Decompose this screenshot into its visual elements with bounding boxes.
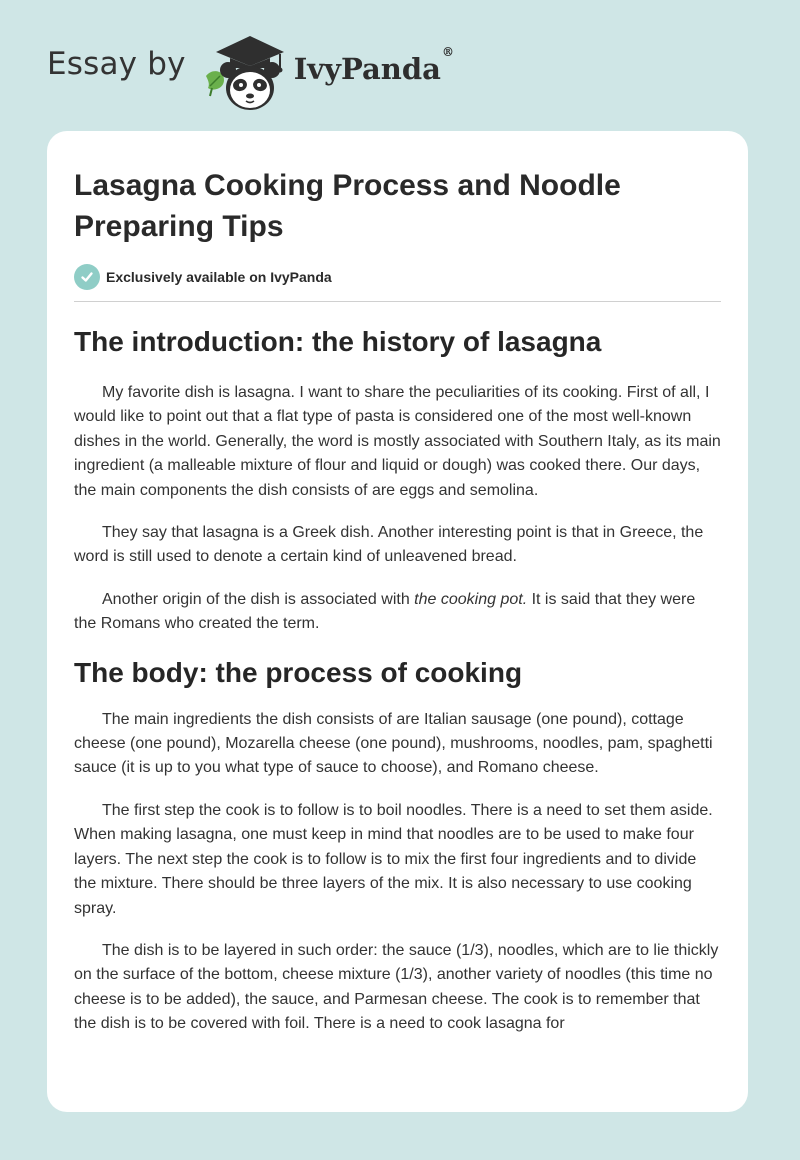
paragraph: The dish is to be layered in such order: the sauce (1/3), noodles, which are to lie thickly on the surface of the bottom, cheese mixture (1/3), another variety of noodles (this time no cheese is to be added), the sauce, and Parmesan cheese. The cook is to remember that the dish is to be covered with foil. There is a need to cook lasagna for [74, 941, 719, 1033]
essay-card [47, 131, 748, 1112]
brand-text: IvyPanda [293, 52, 441, 86]
paragraph: The main ingredients the dish consists of are Italian sausage (one pound), cottage cheese (one pound), Mozarella cheese (one pound), mushrooms, noodles, pam, spaghetti sauce (it is up to you what type of sauce to choose), and Romano cheese. [74, 710, 713, 777]
paragraph: My favorite dish is lasagna. I want to share the peculiarities of its cooking. First of all, I would like to point out that a flat type of pasta is considered one of the most well-known dishes in the world. Generally, the word is mostly associated with Southern Italy, as its main ingredient (a malleable mixture of flour and liquid or dough) was cooked there. Our days, the main components the dish consists of are eggs and semolina. [74, 384, 721, 499]
registered-mark: ® [441, 45, 454, 60]
panda-graduate-icon[interactable] [200, 30, 292, 114]
paragraph: The first step the cook is to follow is to boil noodles. There is a need to set them aside. When making lasagna, one must keep in mind that noodles are to be used to make four layers. The next step the cook is to follow is to mix the first four ingredients and to divide the mixture. There should be three layers of the mix. It is also necessary to use cooking spray. [74, 801, 713, 917]
exclusive-label: Exclusively available on IvyPanda [106, 269, 332, 285]
paragraph-text: It is said that they were the Romans who created the term. [74, 590, 696, 633]
paragraph: They say that lasagna is a Greek dish. Another interesting point is that in Greece, the word is still used to denote a certain kind of unleavened bread. [74, 524, 704, 566]
essay-by-label: Essay by [47, 46, 186, 82]
check-circle-icon [74, 264, 100, 290]
section-heading-body: The body: the process of cooking [74, 656, 523, 688]
brand-name[interactable] [293, 45, 454, 86]
page-title: Lasagna Cooking Process and Noodle Preparing Tips [74, 169, 621, 243]
paragraph-text: Another origin of the dish is associated with [102, 590, 415, 608]
site-header [47, 30, 454, 114]
paragraph [74, 588, 721, 637]
section-heading-introduction: The introduction: the history of lasagna [74, 326, 602, 357]
exclusive-badge [74, 264, 721, 290]
divider [74, 301, 721, 302]
italic-phrase: the cooking pot. [414, 590, 528, 608]
